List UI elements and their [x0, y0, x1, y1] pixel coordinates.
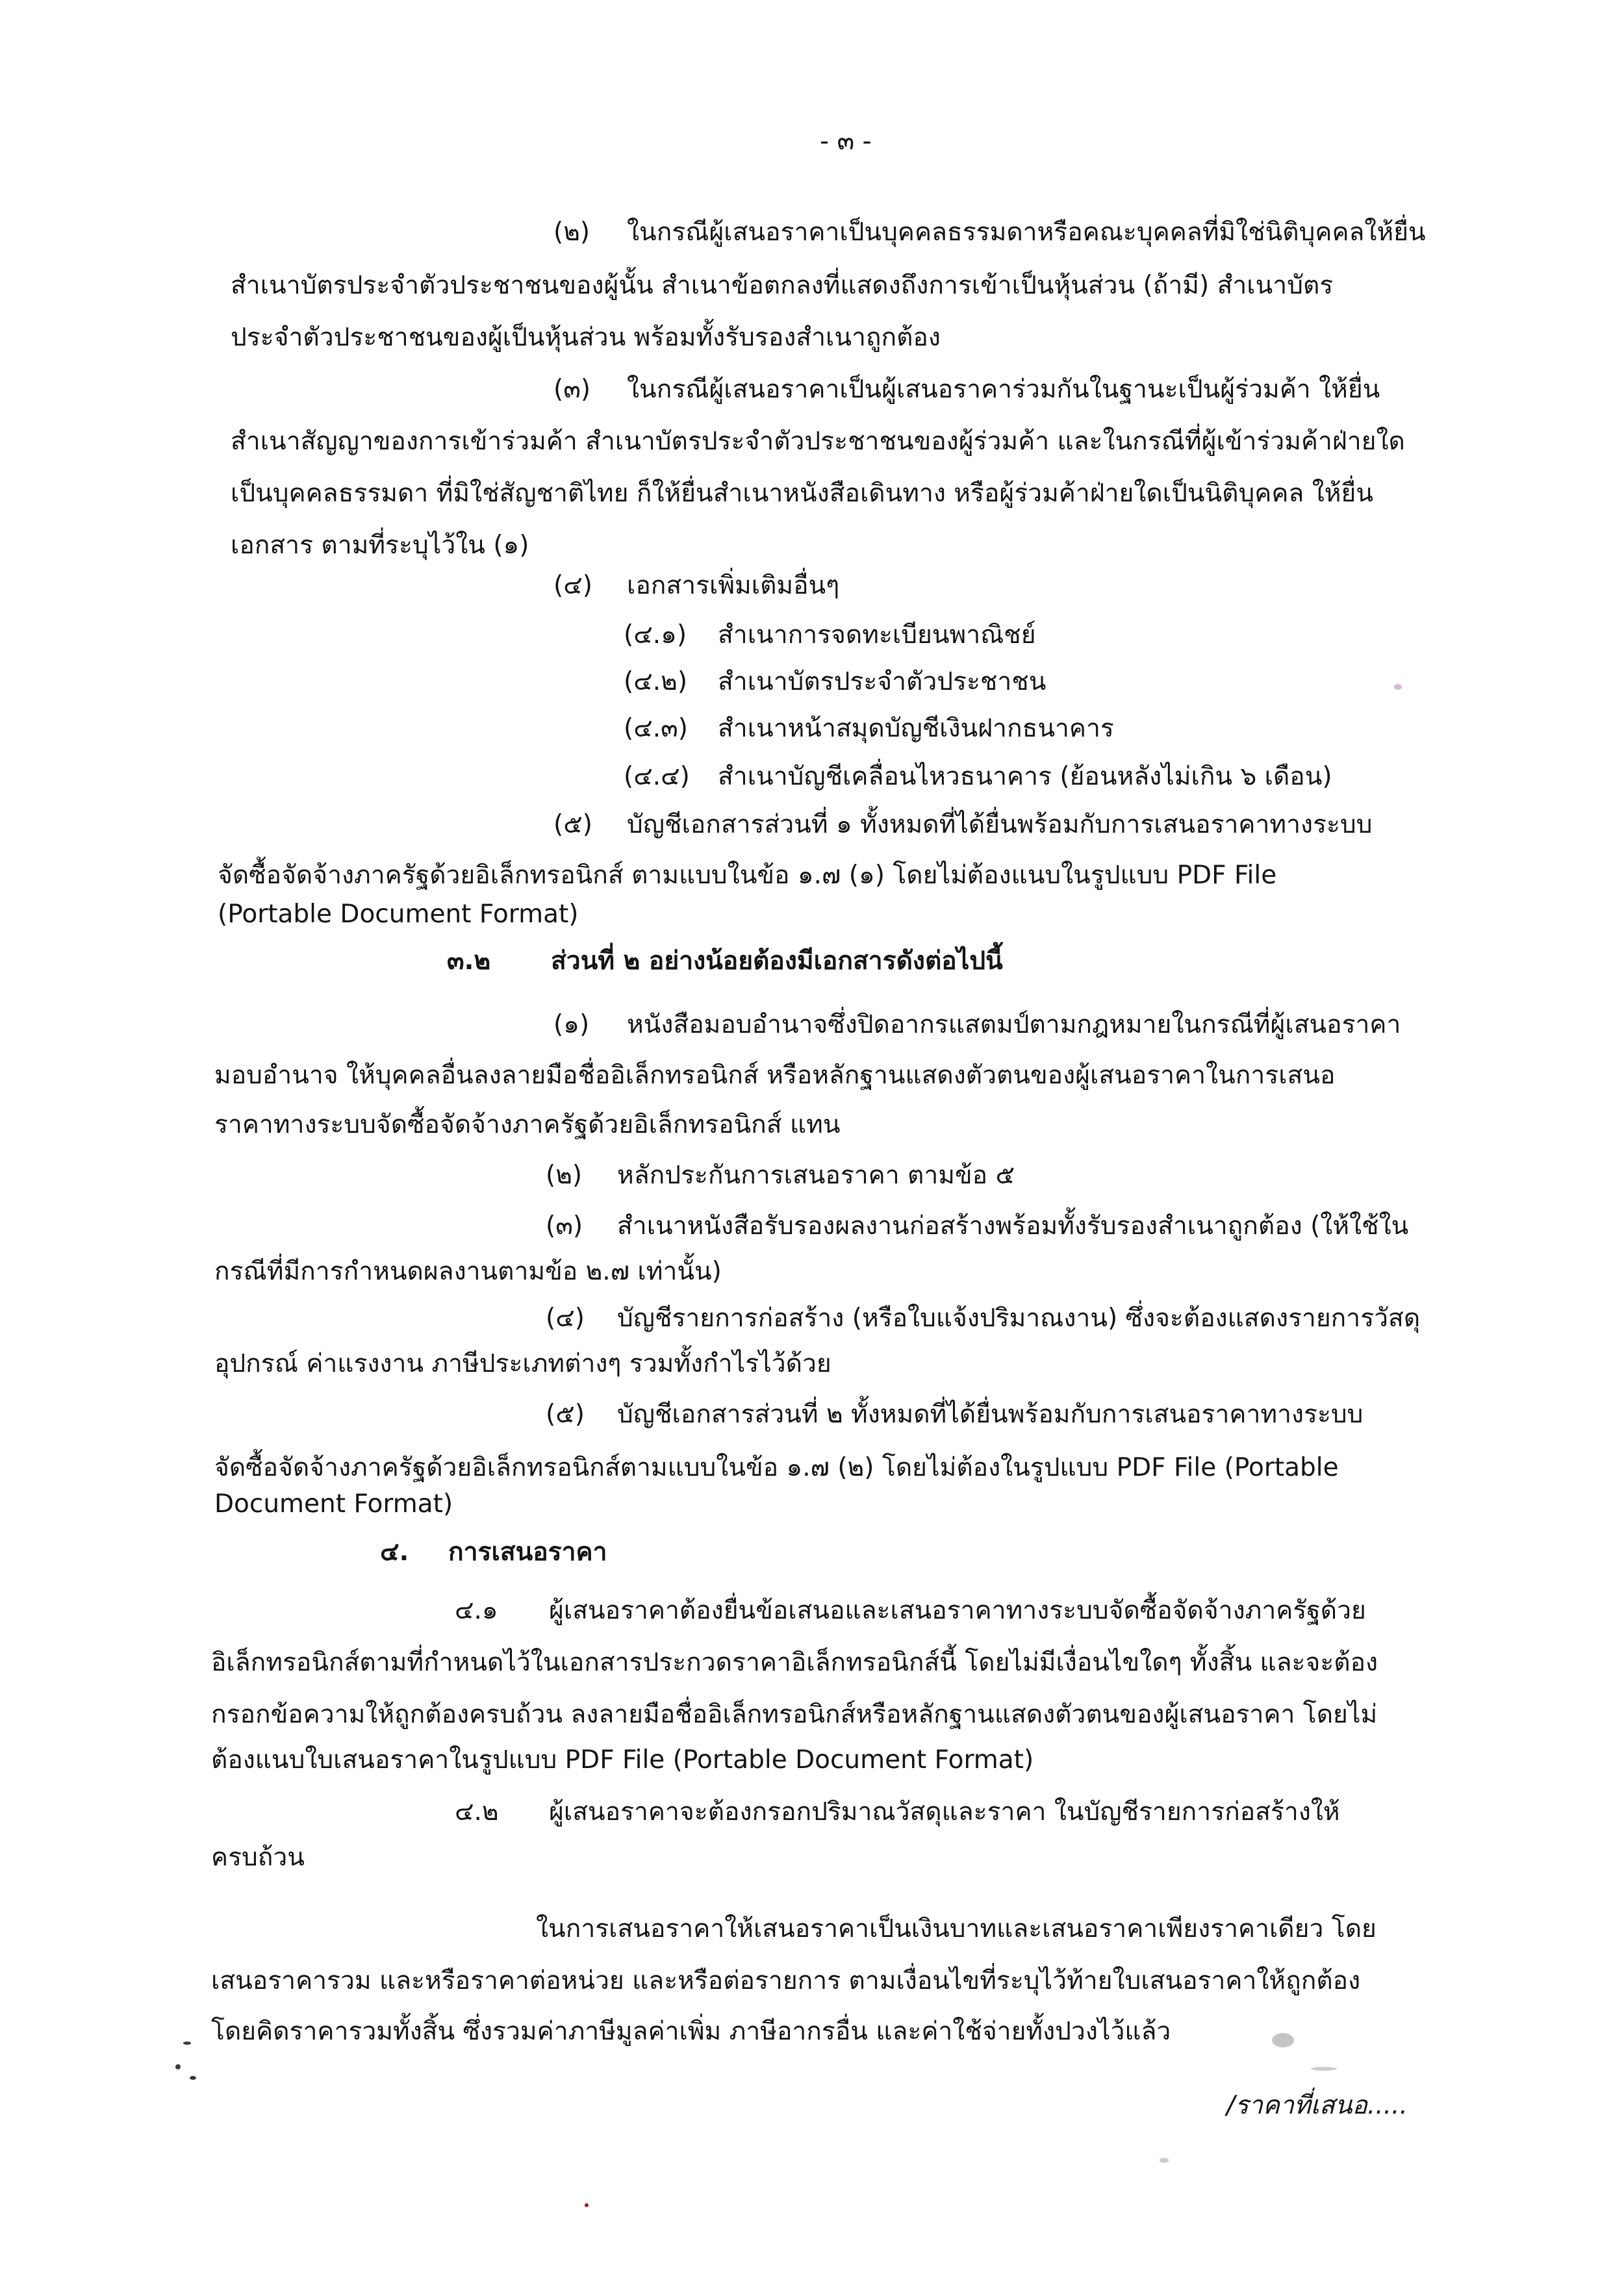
s2-item-2-number: (๒)	[546, 1161, 583, 1190]
item-3-line: เอกสาร ตามที่ระบุไว้ใน (๑)	[231, 531, 529, 560]
item-3-line: สำเนาสัญญาของการเข้าร่วมค้า สำเนาบัตรประจำตัวประชาชนของผู้ร่วมค้า และในกรณีที่ผู้เข้าร่วมค้าฝ่ายใด	[231, 427, 1405, 456]
item-2-line: ประจำตัวประชาชนของผู้เป็นหุ้นส่วน พร้อมทั้งรับรองสำเนาถูกต้อง	[231, 323, 941, 352]
continuation-text: /ราคาที่เสนอ.....	[1226, 2091, 1408, 2120]
item-5-number: (๕)	[553, 810, 592, 839]
subitem-text: สำเนาการจดทะเบียนพาณิชย์	[718, 620, 1036, 650]
s2-item-3-number: (๓)	[546, 1211, 583, 1241]
section-4-number: ๔.	[380, 1537, 409, 1567]
s4-item-1-line: ผู้เสนอราคาต้องยื่นข้อเสนอและเสนอราคาทางระบบจัดซื้อจัดจ้างภาครัฐด้วย	[549, 1596, 1366, 1625]
s2-item-5-line: บัญชีเอกสารส่วนที่ ๒ ทั้งหมดที่ได้ยื่นพร้อมกับการเสนอราคาทางระบบ	[617, 1400, 1364, 1429]
s2-item-4-line: บัญชีรายการก่อสร้าง (หรือใบแจ้งปริมาณงาน) ซึ่งจะต้องแสดงรายการวัสดุ	[617, 1304, 1421, 1333]
s2-item-2-line: หลักประกันการเสนอราคา ตามข้อ ๕	[617, 1161, 1015, 1190]
s4-item-2-line: ผู้เสนอราคาจะต้องกรอกปริมาณวัสดุและราคา ในบัญชีรายการก่อสร้างให้	[549, 1797, 1340, 1827]
paragraph-line: โดยคิดราคารวมทั้งสิ้น ซึ่งรวมค่าภาษีมูลค่าเพิ่ม ภาษีอากรอื่น และค่าใช้จ่ายทั้งปวงไว้แล้ว	[211, 2017, 1171, 2046]
item-3-line: ในกรณีผู้เสนอราคาเป็นผู้เสนอราคาร่วมกันในฐานะเป็นผู้ร่วมค้า ให้ยื่น	[627, 375, 1380, 404]
s4-item-2-line: ครบถ้วน	[211, 1843, 305, 1872]
paragraph-line: ในการเสนอราคาให้เสนอราคาเป็นเงินบาทและเสนอราคาเพียงราคาเดียว โดย	[536, 1914, 1377, 1943]
item-4-number: (๔)	[553, 571, 592, 600]
item-3-line: เป็นบุคคลธรรมดา ที่มิใช่สัญชาติไทย ก็ให้ยื่นสำเนาหนังสือเดินทาง หรือผู้ร่วมค้าฝ่ายใดเป็นนิติบุคคล ให้ยื่น	[231, 479, 1373, 508]
page-number: - ๓ -	[820, 127, 872, 156]
s2-item-4-number: (๔)	[546, 1304, 585, 1333]
scan-speck	[1160, 2158, 1169, 2163]
s2-item-5-number: (๕)	[546, 1400, 585, 1429]
subitem-text: สำเนาหน้าสมุดบัญชีเงินฝากธนาคาร	[718, 714, 1114, 743]
s2-item-3-line: กรณีที่มีการกำหนดผลงานตามข้อ ๒.๗ เท่านั้น)	[214, 1257, 722, 1286]
s2-item-1-line: หนังสือมอบอำนาจซึ่งปิดอากรแสตมป์ตามกฎหมายในกรณีที่ผู้เสนอราคา	[627, 1010, 1401, 1039]
scan-speck	[1394, 684, 1402, 690]
section-3-2-title: ส่วนที่ ๒ อย่างน้อยต้องมีเอกสารดังต่อไปนี้	[551, 946, 1003, 976]
s4-item-1-number: ๔.๑	[455, 1596, 498, 1625]
item-5-line: (Portable Document Format)	[218, 900, 579, 929]
s2-item-3-line: สำเนาหนังสือรับรองผลงานก่อสร้างพร้อมทั้งรับรองสำเนาถูกต้อง (ให้ใช้ใน	[617, 1211, 1409, 1241]
s2-item-5-line: Document Format)	[214, 1489, 453, 1519]
item-3-number: (๓)	[553, 375, 591, 404]
scan-speck	[1272, 2033, 1294, 2047]
section-4-title: การเสนอราคา	[448, 1537, 607, 1567]
s4-item-2-number: ๔.๒	[455, 1797, 499, 1827]
scan-speck	[190, 2076, 196, 2080]
s2-item-5-line: จัดซื้อจัดจ้างภาครัฐด้วยอิเล็กทรอนิกส์ตามแบบในข้อ ๑.๗ (๒) โดยไม่ต้องในรูปแบบ PDF File (Portable	[214, 1453, 1339, 1482]
subitem-number: (๔.๒)	[624, 667, 688, 696]
s2-item-1-line: มอบอำนาจ ให้บุคคลอื่นลงลายมือชื่ออิเล็กทรอนิกส์ หรือหลักฐานแสดงตัวตนของผู้เสนอราคาในการเสนอ	[214, 1061, 1336, 1090]
section-3-2-number: ๓.๒	[447, 946, 491, 976]
item-5-line: จัดซื้อจัดจ้างภาครัฐด้วยอิเล็กทรอนิกส์ ตามแบบในข้อ ๑.๗ (๑) โดยไม่ต้องแนบในรูปแบบ PDF File	[218, 861, 1277, 890]
subitem-number: (๔.๓)	[624, 714, 689, 743]
item-2-line: สำเนาบัตรประจำตัวประชาชนของผู้นั้น สำเนาข้อตกลงที่แสดงถึงการเข้าเป็นหุ้นส่วน (ถ้ามี) สำเนาบัตร	[231, 271, 1334, 300]
s4-item-1-line: ต้องแนบใบเสนอราคาในรูปแบบ PDF File (Portable Document Format)	[211, 1745, 1034, 1775]
subitem-number: (๔.๔)	[624, 762, 690, 791]
item-4-line: เอกสารเพิ่มเติมอื่นๆ	[627, 571, 840, 600]
s4-item-1-line: อิเล็กทรอนิกส์ตามที่กำหนดไว้ในเอกสารประกวดราคาอิเล็กทรอนิกส์นี้ โดยไม่มีเงื่อนไขใดๆ ทั้งสิ้น และจะต้อง	[211, 1648, 1378, 1677]
scan-speck	[183, 2042, 191, 2045]
item-5-line: บัญชีเอกสารส่วนที่ ๑ ทั้งหมดที่ได้ยื่นพร้อมกับการเสนอราคาทางระบบ	[627, 810, 1373, 839]
s2-item-1-line: ราคาทางระบบจัดซื้อจัดจ้างภาครัฐด้วยอิเล็กทรอนิกส์ แทน	[214, 1110, 841, 1139]
scan-speck	[175, 2064, 181, 2069]
subitem-number: (๔.๑)	[624, 620, 687, 650]
item-2-line: ในกรณีผู้เสนอราคาเป็นบุคคลธรรมดาหรือคณะบุคคลที่มิใช่นิติบุคคลให้ยื่น	[627, 218, 1426, 247]
scan-speck	[1311, 2067, 1337, 2071]
s2-item-4-line: อุปกรณ์ ค่าแรงงาน ภาษีประเภทต่างๆ รวมทั้งกำไรไว้ด้วย	[214, 1349, 831, 1378]
subitem-text: สำเนาบัญชีเคลื่อนไหวธนาคาร (ย้อนหลังไม่เกิน ๖ เดือน)	[718, 762, 1332, 791]
s2-item-1-number: (๑)	[553, 1010, 590, 1039]
item-2-number: (๒)	[553, 218, 590, 247]
s4-item-1-line: กรอกข้อความให้ถูกต้องครบถ้วน ลงลายมือชื่ออิเล็กทรอนิกส์หรือหลักฐานแสดงตัวตนของผู้เสนอราคา โดยไม่	[211, 1700, 1378, 1729]
subitem-text: สำเนาบัตรประจำตัวประชาชน	[718, 667, 1047, 696]
paragraph-line: เสนอราคารวม และหรือราคาต่อหน่วย และหรือต่อรายการ ตามเงื่อนไขที่ระบุไว้ท้ายใบเสนอราคาให้ถูกต้อง	[211, 1966, 1361, 1995]
scan-speck	[585, 2203, 589, 2207]
